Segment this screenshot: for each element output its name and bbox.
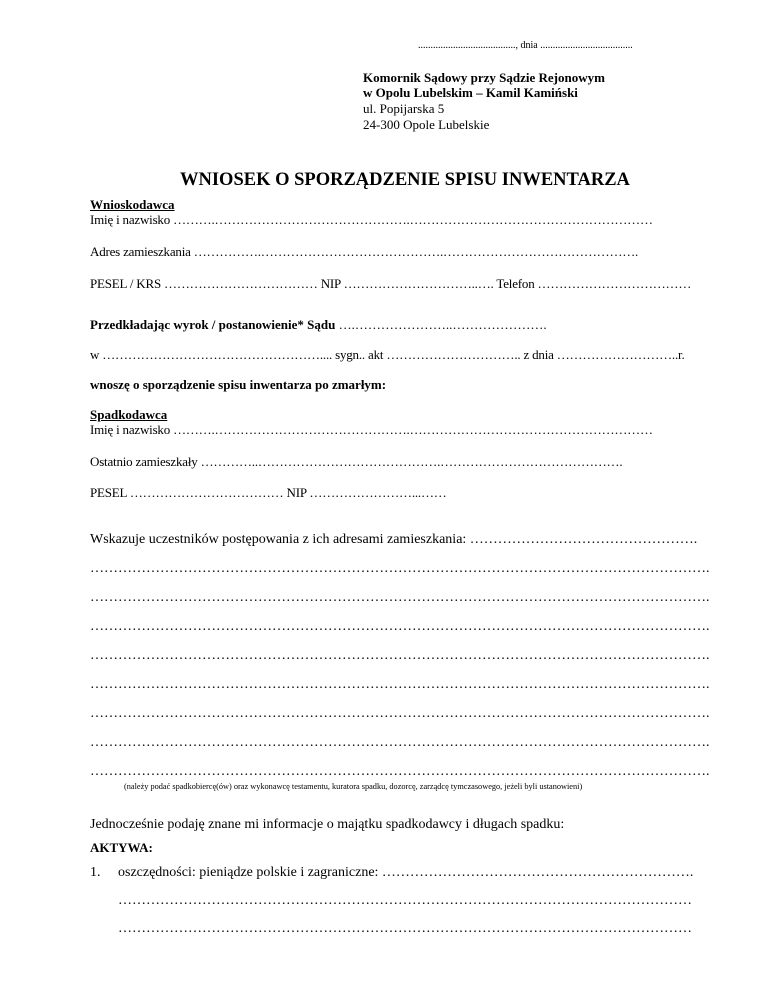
- addressee-line-1: Komornik Sądowy przy Sądzie Rejonowym: [363, 70, 605, 85]
- applicant-ids-field[interactable]: PESEL / KRS ……………………………… NIP …………………………..…. Telefon ………………………………: [90, 276, 692, 291]
- document-title: WNIOSEK O SPORZĄDZENIE SPISU INWENTARZA: [180, 170, 630, 190]
- applicant-heading: Wnioskodawca: [90, 197, 175, 212]
- judgment-court-field[interactable]: ….…………………..………………….: [335, 317, 547, 332]
- participants-line[interactable]: …………………………………………………………………………………………………………………….: [90, 561, 710, 576]
- decedent-address-field[interactable]: Ostatnio zamieszkały …………..…………………………………….…………………………………….: [90, 454, 623, 469]
- participants-note: (należy podać spadkobiercę(ów) oraz wykonawcę testamentu, kuratora spadku, dozorcę, zarządcę tymczasowego, jeżeli byli ustanowieni): [124, 782, 583, 791]
- participants-line[interactable]: …………………………………………………………………………………………………………………….: [90, 677, 710, 692]
- decedent-ids-field[interactable]: PESEL ……………………………… NIP ……………………...……: [90, 485, 447, 500]
- place-date-line: ......................................., dnia .....................................: [418, 40, 633, 51]
- participants-intro[interactable]: Wskazuje uczestników postępowania z ich adresami zamieszkania: ………………………………………….: [90, 532, 698, 547]
- decedent-heading: Spadkodawca: [90, 407, 168, 422]
- assets-item-1-line[interactable]: ……………………………………………………………………………………………………………: [118, 893, 692, 908]
- assets-heading: AKTYWA:: [90, 840, 153, 855]
- applicant-address-field[interactable]: Adres zamieszkania …………….…………………………………….……………………………………….: [90, 244, 639, 259]
- assets-intro: Jednocześnie podaję znane mi informacje o majątku spadkodawcy i długach spadku:: [90, 817, 565, 832]
- participants-line[interactable]: …………………………………………………………………………………………………………………….: [90, 735, 710, 750]
- request-text: wnoszę o sporządzenie spisu inwentarza po zmarłym:: [90, 377, 387, 392]
- assets-item-1-number: 1.: [90, 865, 101, 880]
- judgment-line-1[interactable]: [90, 317, 547, 333]
- addressee-line-4: 24-300 Opole Lubelskie: [363, 117, 490, 132]
- decedent-name-field[interactable]: Imię i nazwisko ……….……………………………………….…………………………………………………: [90, 422, 653, 437]
- participants-line[interactable]: …………………………………………………………………………………………………………………….: [90, 648, 710, 663]
- assets-item-1-field[interactable]: oszczędności: pieniądze polskie i zagraniczne: ………………………………………………………….: [118, 865, 694, 880]
- assets-item-1-line[interactable]: ……………………………………………………………………………………………………………: [118, 921, 692, 936]
- addressee-line-2: w Opolu Lubelskim – Kamil Kamiński: [363, 85, 578, 100]
- participants-line[interactable]: …………………………………………………………………………………………………………………….: [90, 590, 710, 605]
- judgment-details-field[interactable]: w …………………………………………….... sygn.. akt ………………………….. z dnia ………………………..r.: [90, 347, 685, 362]
- applicant-name-field[interactable]: Imię i nazwisko ……….……………………………………….…………………………………………………: [90, 212, 653, 227]
- participants-line[interactable]: …………………………………………………………………………………………………………………….: [90, 764, 710, 779]
- participants-line[interactable]: …………………………………………………………………………………………………………………….: [90, 706, 710, 721]
- judgment-label: Przedkładając wyrok / postanowienie* Sądu: [90, 317, 336, 332]
- addressee-line-3: ul. Popijarska 5: [363, 101, 445, 116]
- participants-line[interactable]: …………………………………………………………………………………………………………………….: [90, 619, 710, 634]
